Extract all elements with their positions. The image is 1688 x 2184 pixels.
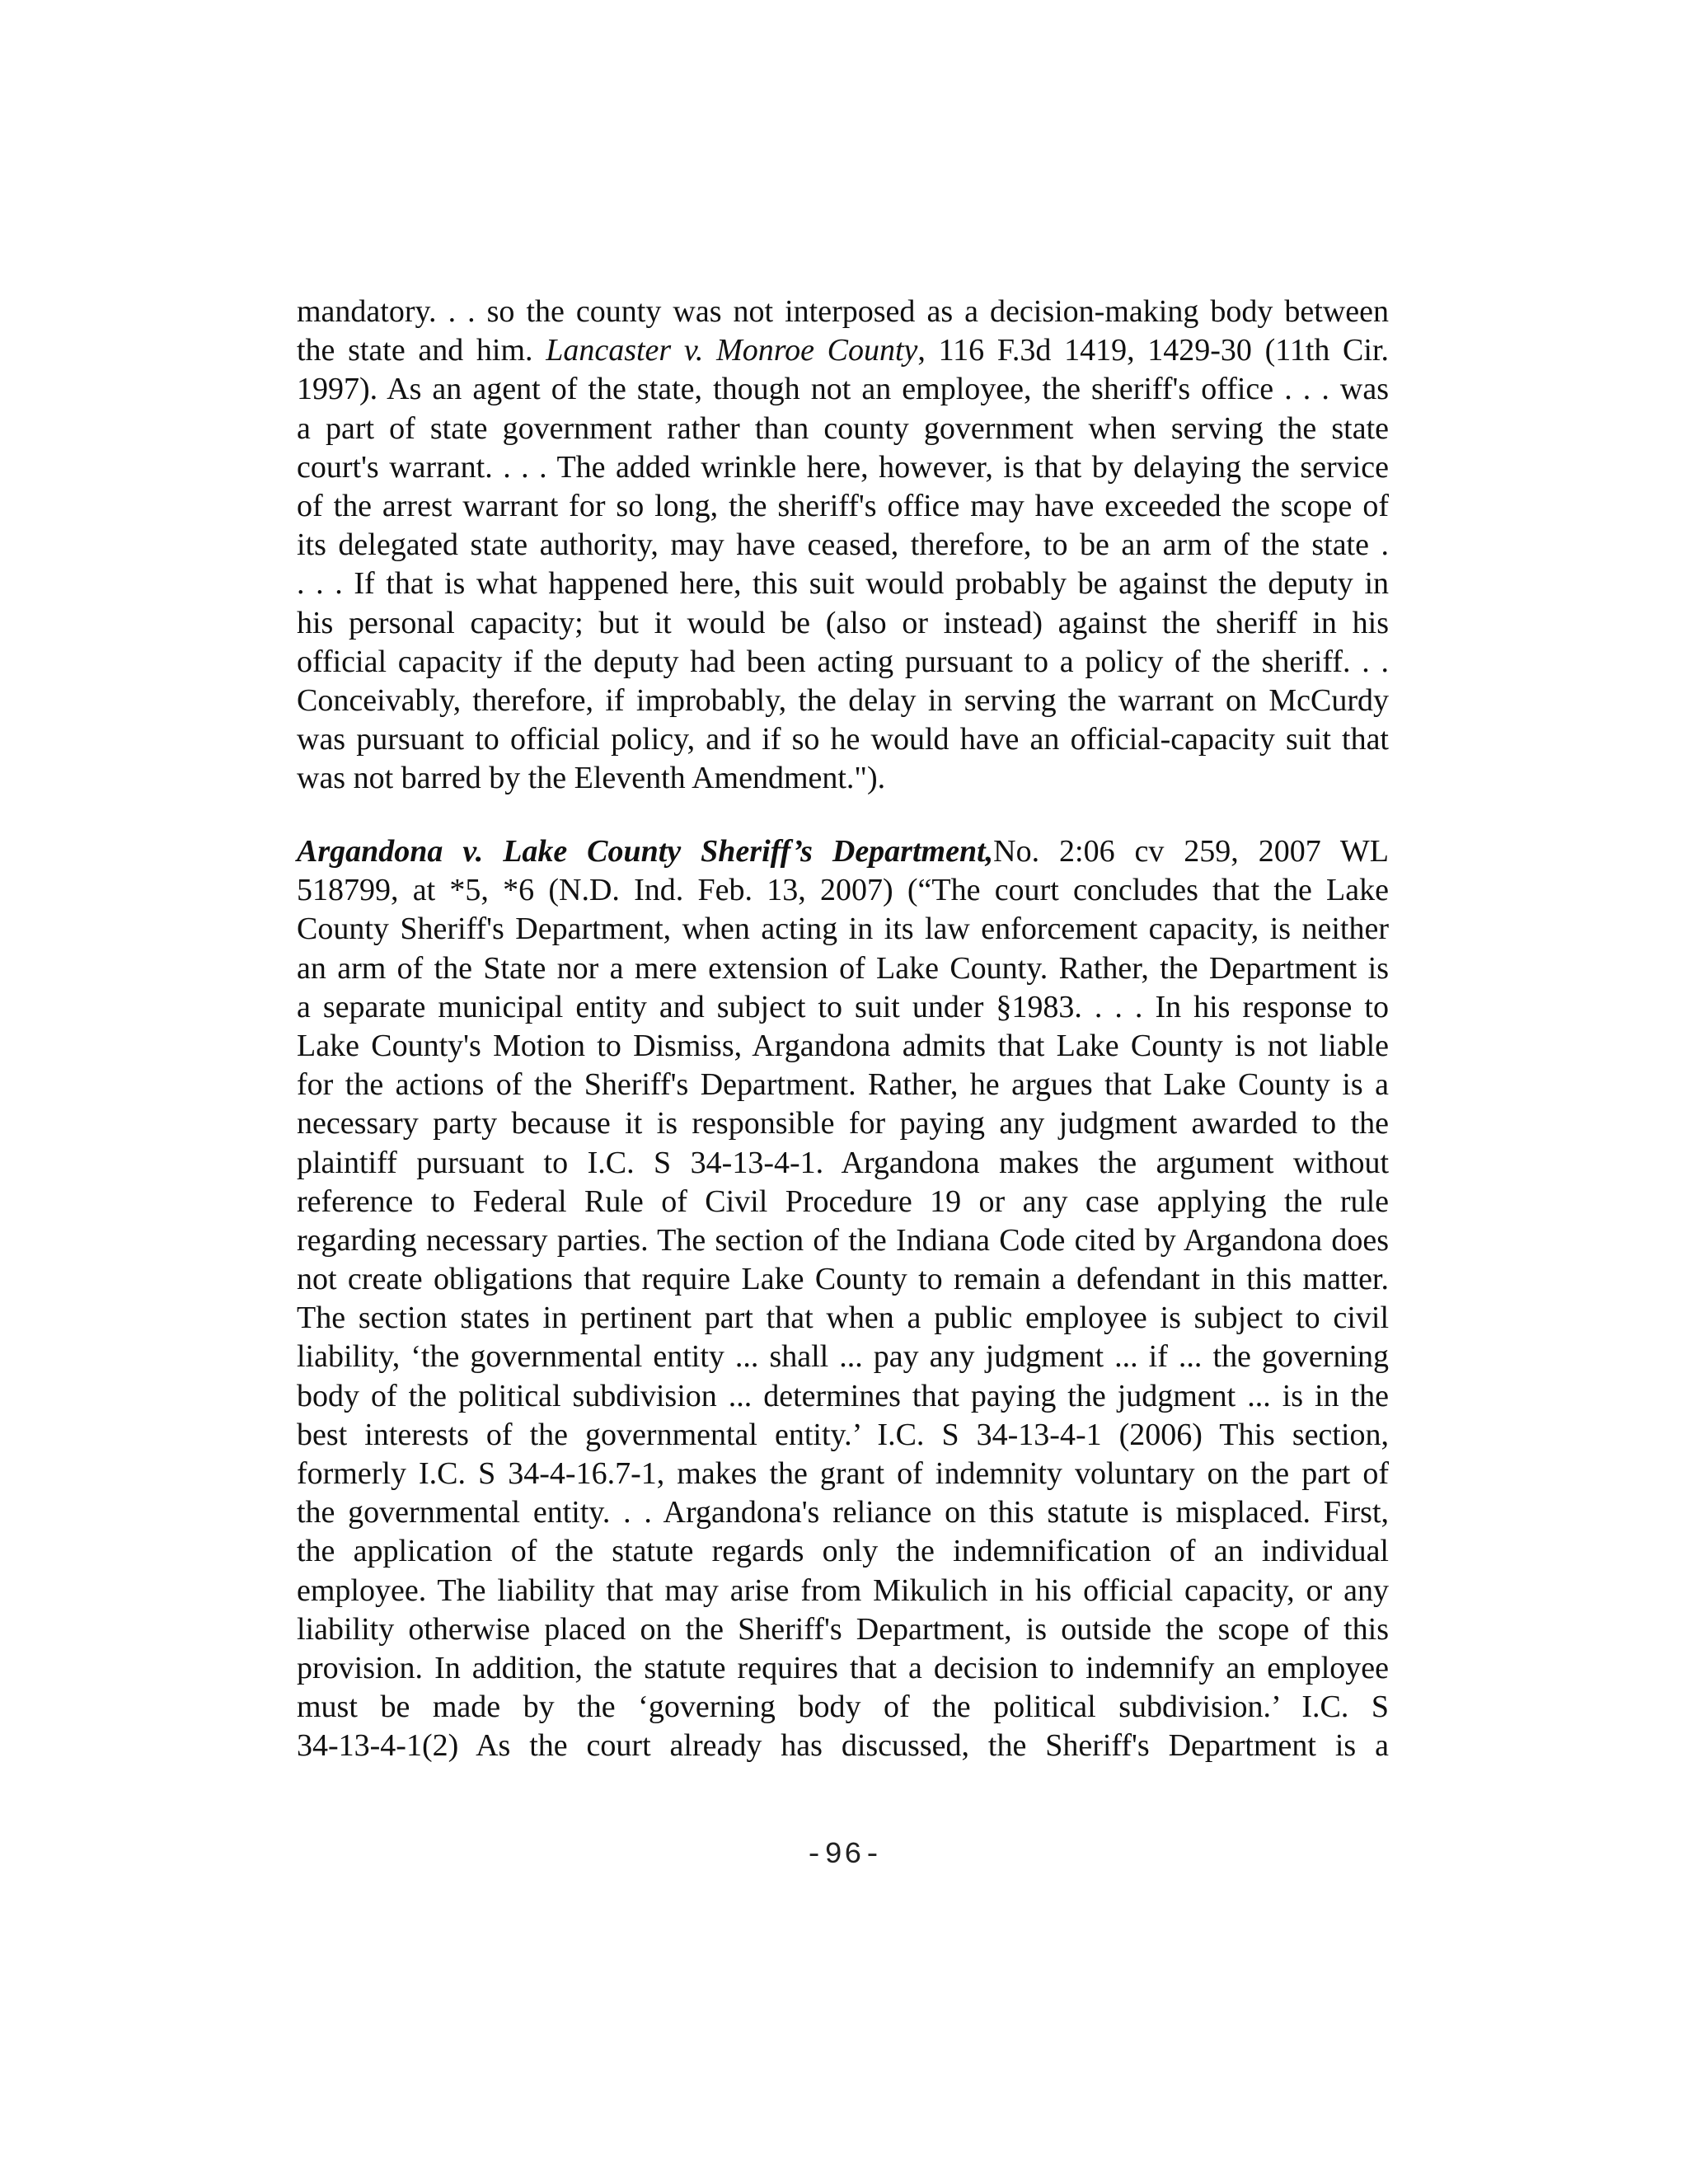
text-line: County Sheriff's Department, when acting in its law enforcement capacity, is neither xyxy=(297,912,1389,947)
text-line: was pursuant to official policy, and if so he would have an official-capacity suit that xyxy=(297,722,1389,757)
text-line: body of the political subdivision ... determines that paying the judgment ... is in the xyxy=(297,1378,1389,1413)
text-line: employee. The liability that may arise from Mikulich in his official capacity, or any xyxy=(297,1572,1389,1608)
case-name-argandona: Argandona v. Lake County Sheriff’s Department, xyxy=(297,834,994,869)
text-line: mandatory. . . so the county was not interposed as a decision-making body between xyxy=(297,294,1389,329)
text-line: a part of state government rather than county government when serving the state xyxy=(297,410,1389,446)
text-line: liability otherwise placed on the Sheriff's Department, is outside the scope of this xyxy=(297,1611,1389,1647)
text-line: Lake County's Motion to Dismiss, Argandona admits that Lake County is not liable xyxy=(297,1028,1389,1063)
text-line: a separate municipal entity and subject to suit under §1983. . . . In his response to xyxy=(297,989,1389,1024)
text-line: best interests of the governmental entity.’ I.C. S 34-13-4-1 (2006) This section, xyxy=(297,1417,1389,1452)
text-line: an arm of the State nor a mere extension of Lake County. Rather, the Department is xyxy=(297,950,1389,986)
case-citation-lancaster: Lancaster v. Monroe County xyxy=(546,333,918,368)
text-line: the application of the statute regards only the indemnification of an individual xyxy=(297,1534,1389,1569)
page-number: -96- xyxy=(804,1838,884,1872)
text-line: the governmental entity. . . Argandona's reliance on this statute is misplaced. First, xyxy=(297,1495,1389,1530)
text-line: The section states in pertinent part that when a public employee is subject to civil xyxy=(297,1301,1389,1336)
text-line: formerly I.C. S 34-4-16.7-1, makes the grant of indemnity voluntary on the part of xyxy=(297,1456,1389,1491)
text-line xyxy=(297,331,1389,370)
text-line: 34-13-4-1(2) As the court already has discussed, the Sheriff's Department is a xyxy=(297,1728,1389,1764)
text-line: Conceivably, therefore, if improbably, the delay in serving the warrant on McCurdy xyxy=(297,682,1389,718)
text-line: must be made by the ‘governing body of the political subdivision.’ I.C. S xyxy=(297,1690,1389,1725)
paragraph-argandona xyxy=(297,832,1389,1766)
text-line: necessary party because it is responsible for paying any judgment awarded to the xyxy=(297,1106,1389,1141)
text-line: . . . If that is what happened here, this suit would probably be against the deputy in xyxy=(297,566,1389,602)
text-line: official capacity if the deputy had been acting pursuant to a policy of the sheriff. . . xyxy=(297,644,1389,679)
text-segment: No. 2:06 cv 259, 2007 WL xyxy=(993,834,1390,869)
text-line: provision. In addition, the statute requires that a decision to indemnify an employee xyxy=(297,1650,1389,1685)
text-line: its delegated state authority, may have ceased, therefore, to be an arm of the state . xyxy=(297,527,1389,563)
text-line: plaintiff pursuant to I.C. S 34-13-4-1. Argandona makes the argument without xyxy=(297,1145,1389,1180)
text-line: court's warrant. . . . The added wrinkle here, however, is that by delaying the service xyxy=(297,449,1389,485)
text-line: liability, ‘the governmental entity ... shall ... pay any judgment ... if ... the governing xyxy=(297,1339,1389,1375)
text-segment: , 116 F.3d 1419, 1429-30 (11th Cir. xyxy=(917,333,1390,368)
text-line xyxy=(297,832,1389,871)
paragraph-lancaster-quote xyxy=(297,293,1389,798)
text-line: of the arrest warrant for so long, the sheriff's office may have exceeded the scope of xyxy=(297,488,1389,523)
text-segment: the state and him. xyxy=(297,333,546,368)
text-line: not create obligations that require Lake County to remain a defendant in this matter. xyxy=(297,1262,1389,1297)
text-line: was not barred by the Eleventh Amendment."). xyxy=(297,761,886,796)
text-line: reference to Federal Rule of Civil Procedure 19 or any case applying the rule xyxy=(297,1183,1389,1219)
text-line: regarding necessary parties. The section of the Indiana Code cited by Argandona does xyxy=(297,1222,1389,1258)
text-line: his personal capacity; but it would be (also or instead) against the sheriff in his xyxy=(297,605,1389,640)
text-line: 518799, at *5, *6 (N.D. Ind. Feb. 13, 2007) (“The court concludes that the Lake xyxy=(297,873,1389,908)
text-line: 1997). As an agent of the state, though not an employee, the sheriff's office . . . was xyxy=(297,372,1389,407)
text-line: for the actions of the Sheriff's Department. Rather, he argues that Lake County is a xyxy=(297,1067,1389,1103)
